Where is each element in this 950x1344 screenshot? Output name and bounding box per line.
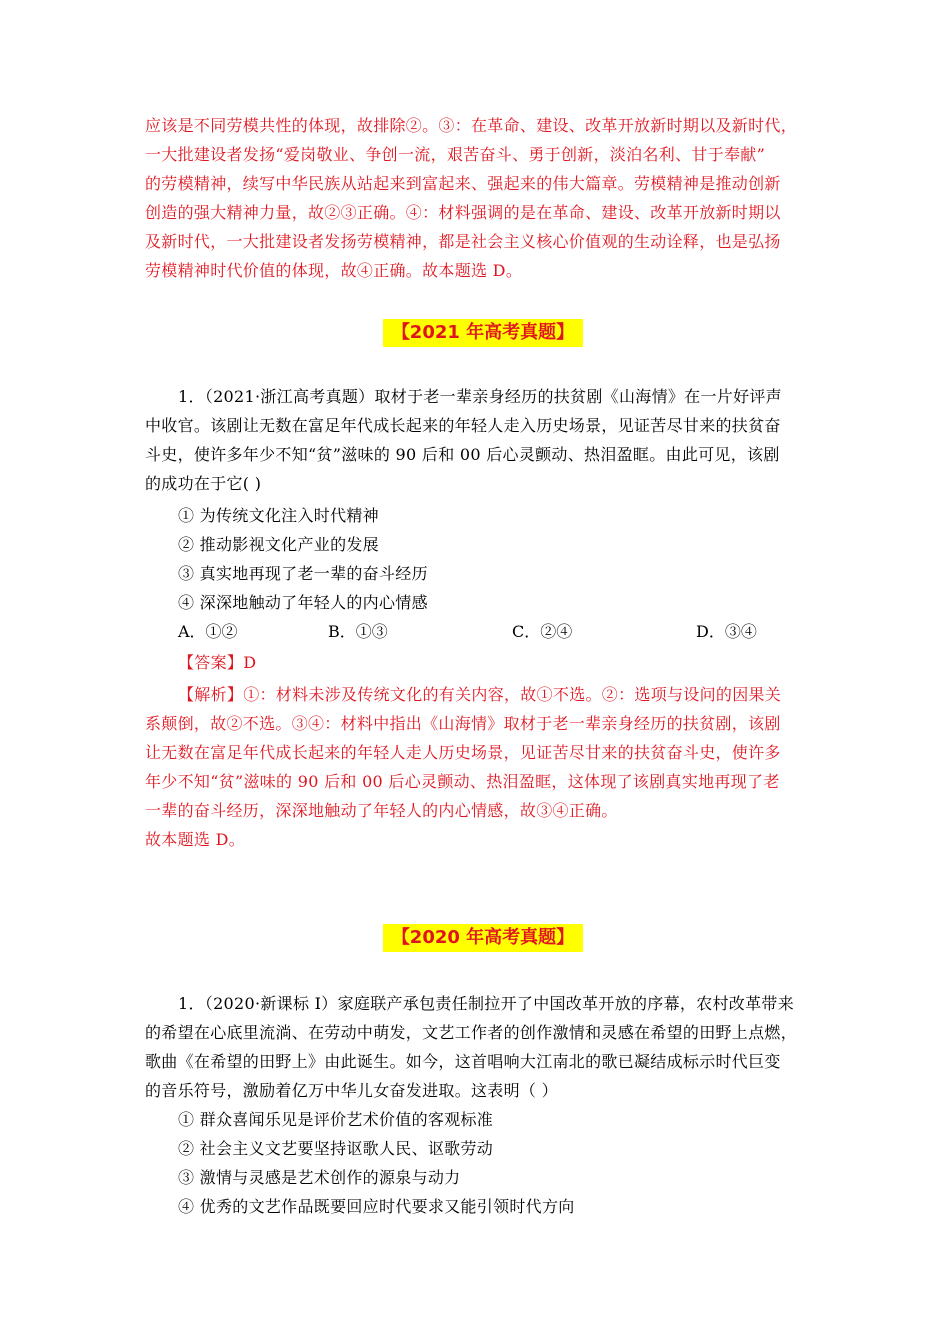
explanation-line: 及新时代，一大批建设者发扬劳模精神，都是社会主义核心价值观的生动诠释，也是弘扬 bbox=[145, 232, 781, 251]
explanation-line: 应该是不同劳模共性的体现，故排除②。③：在革命、建设、改革开放新时期以及新时代， bbox=[145, 116, 798, 135]
statement-item: ② 社会主义文艺要坚持讴歌人民、讴歌劳动 bbox=[178, 1139, 494, 1158]
question-line: 1．（2021·浙江高考真题）取材于老一辈亲身经历的扶贫剧《山海情》在一片好评声 bbox=[178, 387, 782, 406]
section-heading-2021: 【2021 年高考真题】 bbox=[383, 319, 583, 347]
option-b: B．①③ bbox=[328, 622, 388, 641]
explanation-line: 创造的强大精神力量，故②③正确。④：材料强调的是在革命、建设、改革开放新时期以 bbox=[145, 203, 781, 222]
statement-item: ② 推动影视文化产业的发展 bbox=[178, 535, 379, 554]
option-a: A．①② bbox=[178, 622, 238, 641]
analysis-line: 【解析】①：材料未涉及传统文化的有关内容，故①不选。②：选项与设问的因果关 bbox=[178, 685, 782, 704]
explanation-line: 劳模精神时代价值的体现，故④正确。故本题选 D。 bbox=[145, 261, 523, 280]
question-line: 斗史，使许多年少不知“贫”滋味的 90 后和 00 后心灵颤动、热泪盈眶。由此可见，该剧 bbox=[145, 445, 780, 464]
analysis-line: 系颠倒，故②不选。③④：材料中指出《山海情》取材于老一辈亲身经历的扶贫剧，该剧 bbox=[145, 714, 781, 733]
explanation-line: 的劳模精神，续写中华民族从站起来到富起来、强起来的伟大篇章。劳模精神是推动创新 bbox=[145, 174, 781, 193]
statement-item: ① 为传统文化注入时代精神 bbox=[178, 506, 379, 525]
option-c: C．②④ bbox=[512, 622, 573, 641]
question-line: 的希望在心底里流淌、在劳动中萌发，文艺工作者的创作激情和灵感在希望的田野上点燃， bbox=[145, 1023, 798, 1042]
statement-item: ① 群众喜闻乐见是评价艺术价值的客观标准 bbox=[178, 1110, 494, 1129]
question-line: 1．（2020·新课标 I）家庭联产承包责任制拉开了中国改革开放的序幕，农村改革带来 bbox=[178, 994, 794, 1013]
analysis-conclusion: 故本题选 D。 bbox=[145, 830, 246, 849]
answer-label: 【答案】D bbox=[178, 653, 257, 672]
option-d: D．③④ bbox=[696, 622, 757, 641]
question-line: 歌曲《在希望的田野上》由此诞生。如今，这首唱响大江南北的歌已凝结成标示时代巨变 bbox=[145, 1052, 781, 1071]
analysis-line: 一辈的奋斗经历，深深地触动了年轻人的内心情感，故③④正确。 bbox=[145, 801, 618, 820]
analysis-line: 让无数在富足年代成长起来的年轻人走人历史场景，见证苦尽甘来的扶贫奋斗史，使许多 bbox=[145, 743, 781, 762]
statement-item: ④ 优秀的文艺作品既要回应时代要求又能引领时代方向 bbox=[178, 1197, 575, 1216]
question-line: 中收官。该剧让无数在富足年代成长起来的年轻人走入历史场景，见证苦尽甘来的扶贫奋 bbox=[145, 416, 781, 435]
statement-item: ③ 真实地再现了老一辈的奋斗经历 bbox=[178, 564, 428, 583]
question-line: 的成功在于它( ) bbox=[145, 474, 262, 493]
statement-item: ④ 深深地触动了年轻人的内心情感 bbox=[178, 593, 428, 612]
explanation-line: 一大批建设者发扬“爱岗敬业、争创一流，艰苦奋斗、勇于创新，淡泊名利、甘于奉献” bbox=[145, 145, 766, 164]
analysis-line: 年少不知“贫”滋味的 90 后和 00 后心灵颤动、热泪盈眶，这体现了该剧真实地再现了老 bbox=[145, 772, 780, 791]
question-line: 的音乐符号，激励着亿万中华儿女奋发进取。这表明（ ） bbox=[145, 1081, 558, 1100]
section-heading-2020: 【2020 年高考真题】 bbox=[383, 924, 583, 952]
statement-item: ③ 激情与灵感是艺术创作的源泉与动力 bbox=[178, 1168, 461, 1187]
